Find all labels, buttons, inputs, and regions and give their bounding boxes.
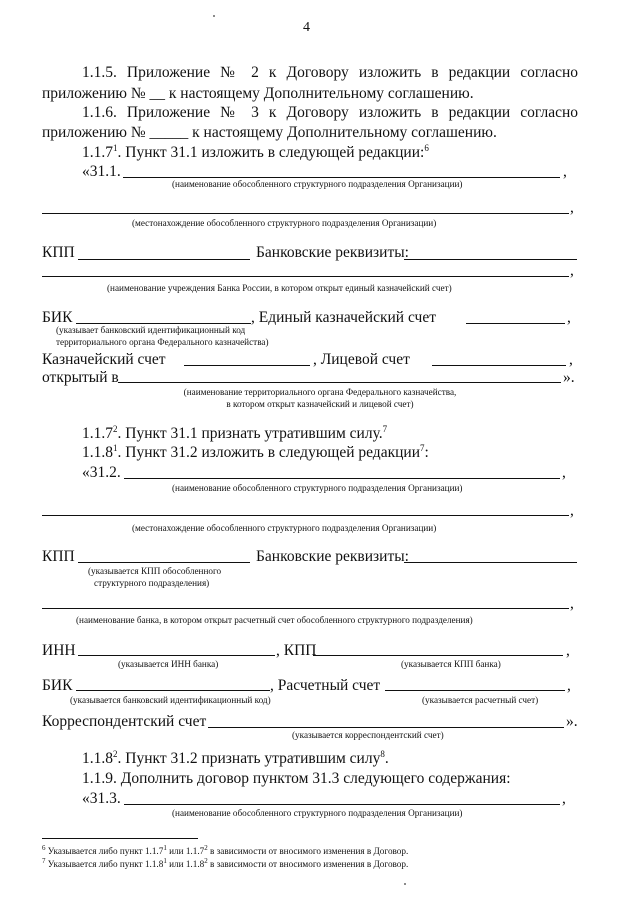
paragraph-1-1-8-2: 1.1.8$^2$. Пункт 31.2 признать утратившим силу$^8$. (82, 749, 389, 767)
comma: , (562, 790, 566, 807)
comma: , (567, 309, 571, 326)
bik-label-2: БИК (42, 677, 73, 694)
personal-account-line[interactable] (432, 365, 566, 366)
location-line-1[interactable] (42, 213, 569, 214)
paragraph-1-1-9: 1.1.9. Дополнить договор пунктом 31.3 следующего содержания: (82, 770, 511, 787)
clause-31-3-label: «31.3. (82, 790, 121, 807)
paragraph-1-1-5-cont: приложению № __ к настоящему Дополнительному соглашению. (42, 85, 474, 102)
caption-settlement-account: (указывается расчетный счет) (422, 695, 539, 705)
location-line-2[interactable] (42, 515, 569, 516)
bank-name-line-2[interactable] (42, 608, 569, 609)
bank-requisites-label-2: Банковские реквизиты: (256, 548, 409, 565)
kpp-label-2: КПП (42, 548, 75, 565)
bank-name-line-1[interactable] (42, 276, 569, 277)
scan-speck (213, 15, 215, 17)
correspondent-account-line[interactable] (208, 727, 564, 728)
bik-line-1[interactable] (76, 323, 251, 324)
opened-in-line[interactable] (118, 382, 561, 383)
footnote-7: $^7$ Указывается либо пункт 1.1.8$^1$ или 1.1.8$^2$ в зависимости от вносимого изменения в Договор. (42, 857, 409, 869)
kpp-line-2[interactable] (78, 562, 250, 563)
paragraph-1-1-5: 1.1.5. Приложение № 2 к Договору изложить в редакции согласно (82, 64, 578, 81)
comma: , (570, 502, 574, 519)
caption-tofk-1: (наименование территориального органа Федерального казначейства, (183, 387, 457, 397)
caption-inn: (указывается ИНН банка) (118, 659, 219, 669)
caption-location-1: (местонахождение обособленного структурного подразделения Организации) (132, 218, 437, 228)
personal-account-label: , Лицевой счет (313, 351, 410, 368)
paragraph-1-1-6-cont: приложению № _____ к настоящему Дополнительному соглашению. (42, 124, 497, 141)
correspondent-account-label: Корреспондентский счет (42, 713, 207, 730)
clause-31-3-name-line[interactable] (124, 804, 560, 805)
caption-bik-2: (указывается банковский идентификационный код) (70, 695, 271, 705)
caption-kpp-2a: (указывается КПП обособленного (88, 566, 222, 576)
clause-31-2-label: «31.2. (82, 464, 121, 481)
comma: , (567, 677, 571, 694)
caption-bik-1a: (указывает банковский идентификационный код (56, 325, 246, 335)
opened-in-label: открытый в (42, 369, 119, 386)
kpp-label-3: , КПП (276, 642, 317, 659)
clause-31-1-label: «31.1. (82, 163, 121, 180)
scan-speck (404, 883, 406, 885)
kpp-line-3[interactable] (313, 655, 563, 656)
bank-requisites-line-2[interactable] (404, 562, 577, 563)
bik-line-2[interactable] (76, 690, 270, 691)
settlement-account-line[interactable] (385, 690, 565, 691)
kpp-label-1: КПП (42, 244, 75, 261)
paragraph-1-1-6: 1.1.6. Приложение № 3 к Договору изложить в редакции согласно (82, 104, 578, 121)
comma: , (566, 642, 570, 659)
comma: , (570, 595, 574, 612)
page-number: 4 (303, 20, 310, 35)
comma: , (570, 199, 574, 216)
closing-quote-2: ». (566, 713, 578, 730)
caption-tofk-2: в котором открыт казначейский и лицевой счет) (226, 399, 414, 409)
caption-correspondent-account: (указывается корреспондентский счет) (292, 730, 444, 740)
paragraph-1-1-7-2: 1.1.7$^2$. Пункт 31.1 признать утратившим силу.$^7$ (82, 424, 388, 442)
comma: , (569, 351, 573, 368)
caption-subdivision-name-1: (наименование обособленного структурного подразделения Организации) (172, 179, 463, 189)
caption-subdivision-name-3: (наименование обособленного структурного подразделения Организации) (172, 808, 463, 818)
caption-kpp-2b: структурного подразделения) (94, 578, 210, 588)
comma: , (570, 262, 574, 279)
kpp-line-1[interactable] (78, 259, 250, 260)
caption-bik-1b: территориального органа Федерального казначейства) (56, 337, 269, 347)
bank-requisites-label-1: Банковские реквизиты: (256, 244, 409, 261)
paragraph-1-1-8-1: 1.1.8$^1$. Пункт 31.2 изложить в следующей редакции$^7$: (82, 443, 429, 461)
single-treasury-account-line[interactable] (466, 323, 565, 324)
comma: , (562, 464, 566, 481)
clause-31-2-name-line[interactable] (124, 478, 560, 479)
footnote-6: $^6$ Указывается либо пункт 1.1.7$^1$ или 1.1.7$^2$ в зависимости от вносимого изменения в Договор. (42, 844, 409, 856)
caption-bank-1: (наименование учреждения Банка России, в котором открыт единый казначейский счет) (107, 283, 452, 293)
caption-bank-2: (наименование банка, в котором открыт расчетный счет обособленного структурного подразделения) (76, 615, 473, 625)
bank-requisites-line-1[interactable] (404, 259, 577, 260)
inn-line[interactable] (78, 655, 275, 656)
paragraph-1-1-7-1: 1.1.7$^1$. Пункт 31.1 изложить в следующей редакции:$^6$ (82, 143, 429, 161)
settlement-account-label: , Расчетный счет (270, 677, 381, 694)
caption-kpp-3: (указывается КПП банка) (401, 659, 501, 669)
closing-quote-1: ». (563, 369, 575, 386)
treasury-account-label: Казначейский счет (42, 351, 166, 368)
single-treasury-account-label: , Единый казначейский счет (251, 309, 436, 326)
caption-location-2: (местонахождение обособленного структурного подразделения Организации) (132, 523, 437, 533)
footnote-separator (42, 838, 198, 839)
bik-label-1: БИК (42, 309, 73, 326)
treasury-account-line[interactable] (184, 365, 310, 366)
clause-31-1-name-line[interactable] (123, 177, 560, 178)
caption-subdivision-name-2: (наименование обособленного структурного подразделения Организации) (172, 483, 463, 493)
comma: , (563, 163, 567, 180)
inn-label: ИНН (42, 642, 76, 659)
